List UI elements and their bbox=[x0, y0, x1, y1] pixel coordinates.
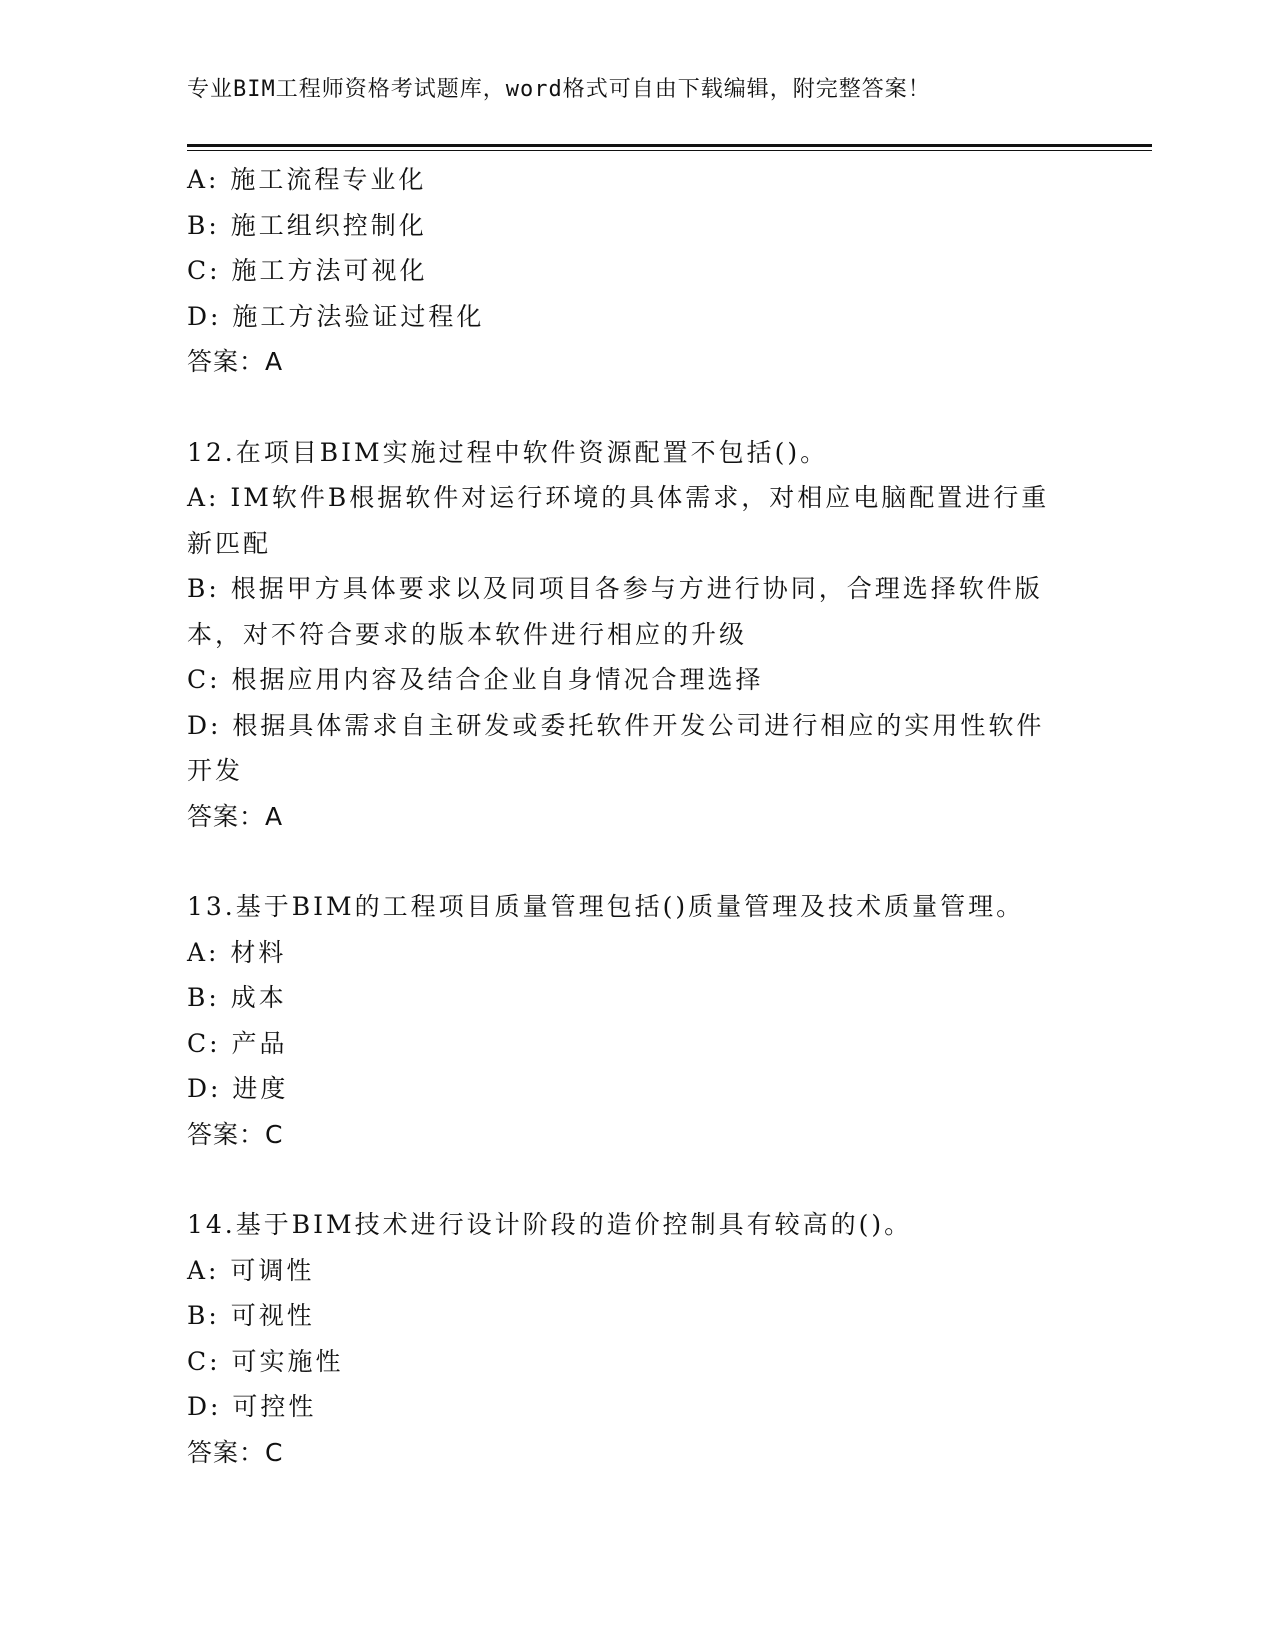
option-b-continued: 本，对不符合要求的版本软件进行相应的升级 bbox=[187, 619, 748, 649]
option-d: D: 根据具体需求自主研发或委托软件开发公司进行相应的实用性软件 bbox=[187, 710, 1045, 740]
answer: 答案：A bbox=[187, 801, 284, 831]
option-c: C: 产品 bbox=[187, 1028, 288, 1058]
document-content bbox=[187, 157, 1087, 1475]
option-a: A: 施工流程专业化 bbox=[187, 165, 427, 194]
answer: 答案：C bbox=[187, 1119, 284, 1149]
option-a: A: 材料 bbox=[187, 937, 287, 967]
option-a: A: 可调性 bbox=[187, 1255, 315, 1285]
question-text: 13.基于BIM的工程项目质量管理包括()质量管理及技术质量管理。 bbox=[187, 892, 1025, 921]
option-c: C: 根据应用内容及结合企业自身情况合理选择 bbox=[187, 665, 764, 694]
question-text: 12.在项目BIM实施过程中软件资源配置不包括()。 bbox=[187, 437, 829, 467]
option-a: A: IM软件B根据软件对运行环境的具体需求，对相应电脑配置进行重 bbox=[187, 483, 1050, 512]
option-d: D: 施工方法验证过程化 bbox=[187, 301, 485, 331]
header-rule-thin bbox=[187, 150, 1152, 151]
option-d: D: 进度 bbox=[187, 1074, 289, 1103]
question-11 bbox=[187, 157, 1087, 385]
option-d: D: 可控性 bbox=[187, 1392, 317, 1421]
option-c: C: 可实施性 bbox=[187, 1346, 344, 1376]
option-c: C: 施工方法可视化 bbox=[187, 256, 428, 285]
question-13 bbox=[187, 884, 1087, 1157]
question-12 bbox=[187, 430, 1087, 840]
question-text: 14.基于BIM技术进行设计阶段的造价控制具有较高的()。 bbox=[187, 1210, 913, 1239]
option-d-continued: 开发 bbox=[187, 756, 244, 785]
answer: 答案：C bbox=[187, 1437, 284, 1467]
option-b: B: 可视性 bbox=[187, 1301, 315, 1330]
option-a-continued: 新匹配 bbox=[187, 528, 272, 558]
option-b: B: 成本 bbox=[187, 983, 287, 1012]
page-header: 专业BIM工程师资格考试题库，word格式可自由下载编辑，附完整答案！ bbox=[187, 77, 931, 102]
question-14 bbox=[187, 1202, 1087, 1475]
header-rule-thick bbox=[187, 144, 1152, 147]
option-b: B: 施工组织控制化 bbox=[187, 210, 427, 240]
answer: 答案：A bbox=[187, 347, 284, 376]
option-b: B: 根据甲方具体要求以及同项目各参与方进行协同，合理选择软件版 bbox=[187, 574, 1043, 603]
